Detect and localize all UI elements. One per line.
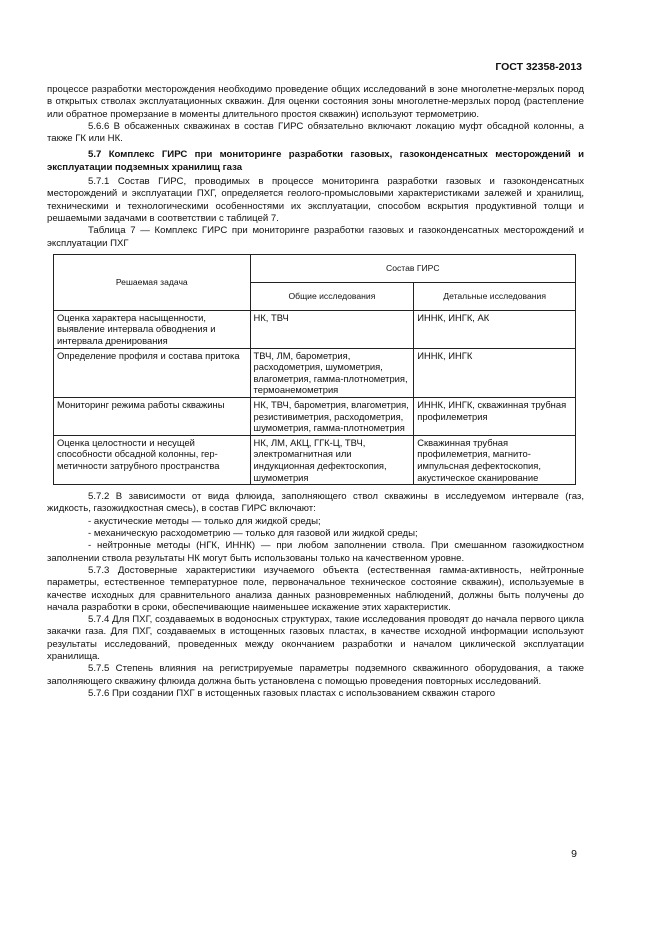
table-caption: Таблица 7 — Комплекс ГИРС при мониторинге разработки газовых и газоконденсатных месторождений и эксплуатации ПХГ (47, 225, 584, 249)
page-number: 9 (571, 848, 577, 860)
paragraph-5-7-1: 5.7.1 Состав ГИРС, проводимых в процессе мониторинга разработки газовых и газоконденсатных месторождений и эксплуатации ПХГ, определяется геолого-промысловыми характеристиками залежей и хранилищ, техническими и технологическими особенностями их эксплуатации, способом вскрытия продуктивной толщи и решаемыми задачами в соответствии с таблицей 7. (47, 176, 584, 224)
list-item: - нейтронные методы (НГК, ИННК) — при любом заполнении ствола. При смешанном газожидкостном заполнении ствола результаты НК могут быть использованы только на качественном уровне. (47, 540, 584, 564)
cell-detailed: ИННК, ИНГК (414, 348, 576, 397)
table-row (54, 398, 576, 436)
paragraph-5-6-6: 5.6.6 В обсаженных скважинах в состав ГИРС обязательно включают локацию муфт обсадной колонны, а также ГК или НК. (47, 120, 584, 145)
table-row (54, 310, 576, 348)
cell-task: Определение профиля и состава притока (54, 348, 251, 397)
paragraph-continuation: процессе разработки месторождения необходимо проведение общих исследований в зоне многолетне-мерзлых пород в открытых стволах эксплуатационных скважин. Для оценки состояния зоны многолетне-мерзлых пород (растепление или обратное промерзание в моменты длительного простоя скважин) используют термометрию. (47, 84, 584, 120)
table-row (54, 348, 576, 397)
cell-detailed: ИННК, ИНГК, скважинная трубная профилеметрия (414, 398, 576, 436)
paragraph-5-7-5: 5.7.5 Степень влияния на регистрируемые параметры подземного скважинного оборудования, а также заполняющего скважину флюида должна быть установлена с помощью проведения повторных исследований. (47, 663, 584, 687)
list-item: - механическую расходометрию — только для газовой или жидкой среды; (88, 528, 418, 540)
header-task: Решаемая задача (54, 254, 251, 310)
gis-complex-table (53, 254, 576, 485)
cell-general: ТВЧ, ЛМ, барометрия, расходометрия, шумометрия, влагометрия, гамма-плотнометрия, термоанемометрия (250, 348, 414, 397)
section-heading-5-7: 5.7 Комплекс ГИРС при мониторинге разработки газовых, газоконденсатных месторождений и эксплуатации подземных хранилищ газа (47, 149, 584, 173)
cell-general: НК, ТВЧ, барометрия, влагометрия, резистивиметрия, расходометрия, шумометрия, гамма-плотнометрия (250, 398, 414, 436)
cell-task: Оценка характера насыщенности, выявление интервала обводнения и интервала дренирования (54, 310, 251, 348)
cell-detailed: Скважинная трубная профилеметрия, магнито-импульсная дефектоскопия, акустическое сканирование (414, 435, 576, 484)
paragraph-5-7-6: 5.7.6 При создании ПХГ в истощенных газовых пластах с использованием скважин старого (88, 687, 496, 699)
header-detailed: Детальные исследования (414, 282, 576, 310)
paragraph-5-7-2: 5.7.2 В зависимости от вида флюида, заполняющего ствол скважины в исследуемом интервале (газ, жидкость, газожидкостная смесь), в состав ГИРС включают: (47, 491, 584, 515)
document-body (47, 84, 584, 700)
cell-task: Мониторинг режима работы скважины (54, 398, 251, 436)
document-code: ГОСТ 32358-2013 (495, 61, 582, 73)
fluid-methods-list (47, 516, 584, 565)
header-composition: Состав ГИРС (250, 254, 575, 282)
cell-general: НК, ЛМ, АКЦ, ГГК-Ц, ТВЧ, электромагнитная или индукционная дефектоскопия, шумометрия (250, 435, 414, 484)
header-general: Общие исследования (250, 282, 414, 310)
paragraph-5-7-3: 5.7.3 Достоверные характеристики изучаемого объекта (естественная гамма-активность, нейтронные параметры, естественное температурное поле, первоначальное техническое состояние скважин), используемые в качестве исходных для сравнительного анализа данных разновременных наблюдений, должны быть получены до начала разработки в сроки, обеспечивающие наименьшее искажение этих характеристик. (47, 564, 584, 613)
cell-detailed: ИННК, ИНГК, АК (414, 310, 576, 348)
cell-task: Оценка целостности и несущей способности обсадной колонны, гер-метичности затрубного пространства (54, 435, 251, 484)
table-row (54, 435, 576, 484)
cell-general: НК, ТВЧ (250, 310, 414, 348)
list-item: - акустические методы — только для жидкой среды; (88, 515, 321, 527)
paragraph-5-7-4: 5.7.4 Для ПХГ, создаваемых в водоносных структурах, такие исследования проводят до начала первого цикла закачки газа. Для ПХГ, создаваемых в истощенных газовых пластах, в качестве исходной информации используют результаты исследований, проведенных между окончанием разработки и началом циклической эксплуатации хранилища. (47, 614, 584, 663)
